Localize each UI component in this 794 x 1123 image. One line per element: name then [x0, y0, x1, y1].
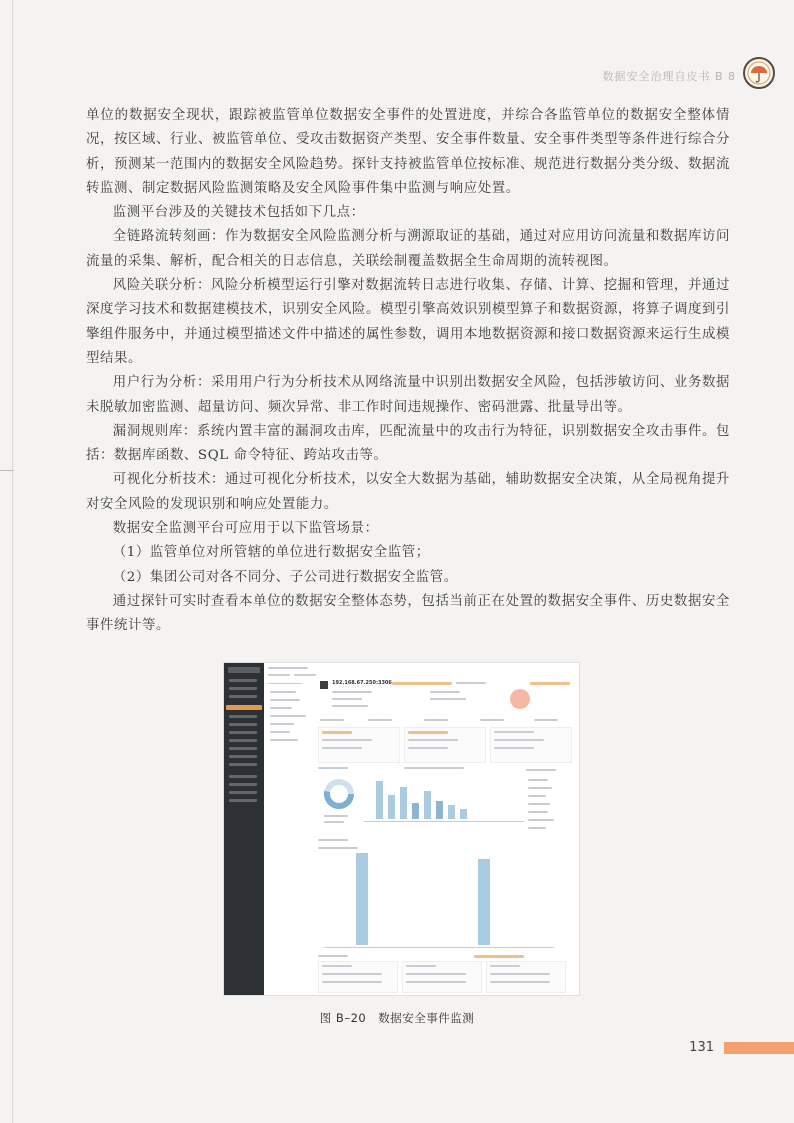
- page-edge-tick: [0, 470, 14, 471]
- paragraph: 风险关联分析：风险分析模型运行引擎对数据流转日志进行收集、存储、计算、挖掘和管理，并通过深度学习技术和数据建模技术，识别安全风险。模型引擎高效识别模型算子和数据资源，将算子调度到引擎组件服务中，并通过模型描述文件中描述的属性参数，调用本地数据资源和接口数据资源来运行生成模型结果。: [86, 278, 730, 366]
- donut-chart-icon: [322, 777, 356, 811]
- paragraph: 数据安全监测平台可应用于以下监管场景：: [112, 521, 379, 537]
- server-ip-label: 192.168.67.250:3306: [332, 680, 392, 686]
- book-logo-icon: [742, 56, 776, 90]
- paragraph: 监测平台涉及的关键技术包括如下几点：: [112, 205, 365, 221]
- figure-caption: 图 B–20 数据安全事件监测: [319, 1011, 475, 1025]
- running-header: 数据安全治理自皮书 B 8: [602, 70, 736, 83]
- body-text: [86, 104, 730, 639]
- list-item: （2）集团公司对各不同分、子公司进行数据安全监管。: [112, 569, 458, 585]
- list-item: （1）监管单位对所管辖的单位进行数据安全监管；: [112, 545, 430, 561]
- paragraph: 可视化分析技术：通过可视化分析技术，以安全大数据为基础，辅助数据安全决策，从全局视角提升对安全风险的发现识别和响应处置能力。: [86, 472, 730, 512]
- page-number-accent-bar: [724, 1042, 794, 1054]
- dashboard-screenshot-figure: [224, 663, 579, 995]
- paragraph: 全链路流转刻画：作为数据安全风险监测分析与溯源取证的基础，通过对应用访问流量和数据库访问流量的采集、解析，配合相关的日志信息，关联绘制覆盖数据全生命周期的流转视图。: [86, 229, 730, 269]
- screenshot-sidebar: [224, 663, 264, 995]
- page-number: 131: [689, 1040, 714, 1055]
- screenshot-main: [264, 663, 579, 995]
- page-edge-line: [12, 0, 13, 1123]
- paragraph: 单位的数据安全现状，跟踪被监管单位数据安全事件的处置进度，并综合各监管单位的数据安全整体情况，按区域、行业、被监管单位、受攻击数据资产类型、安全事件数量、安全事件类型等条件进行综合分析，预测某一范围内的数据安全风险趋势。探针支持被监管单位按标准、规范进行数据分类分级、数据流转监测、制定数据风险监测策略及安全风险事件集中监测与响应处置。: [86, 108, 730, 196]
- paragraph: 用户行为分析：采用用户行为分析技术从网络流量中识别出数据安全风险，包括涉敏访问、业务数据未脱敏加密监测、超量访问、频次异常、非工作时间违规操作、密码泄露、批量导出等。: [86, 375, 730, 415]
- paragraph: 通过探针可实时查看本单位的数据安全整体态势，包括当前正在处置的数据安全事件、历史数据安全事件统计等。: [86, 593, 730, 634]
- paragraph: 漏洞规则库：系统内置丰富的漏洞攻击库，匹配流量中的攻击行为特征，识别数据安全攻击事件。包括：数据库函数、SQL 命令特征、跨站攻击等。: [86, 423, 730, 464]
